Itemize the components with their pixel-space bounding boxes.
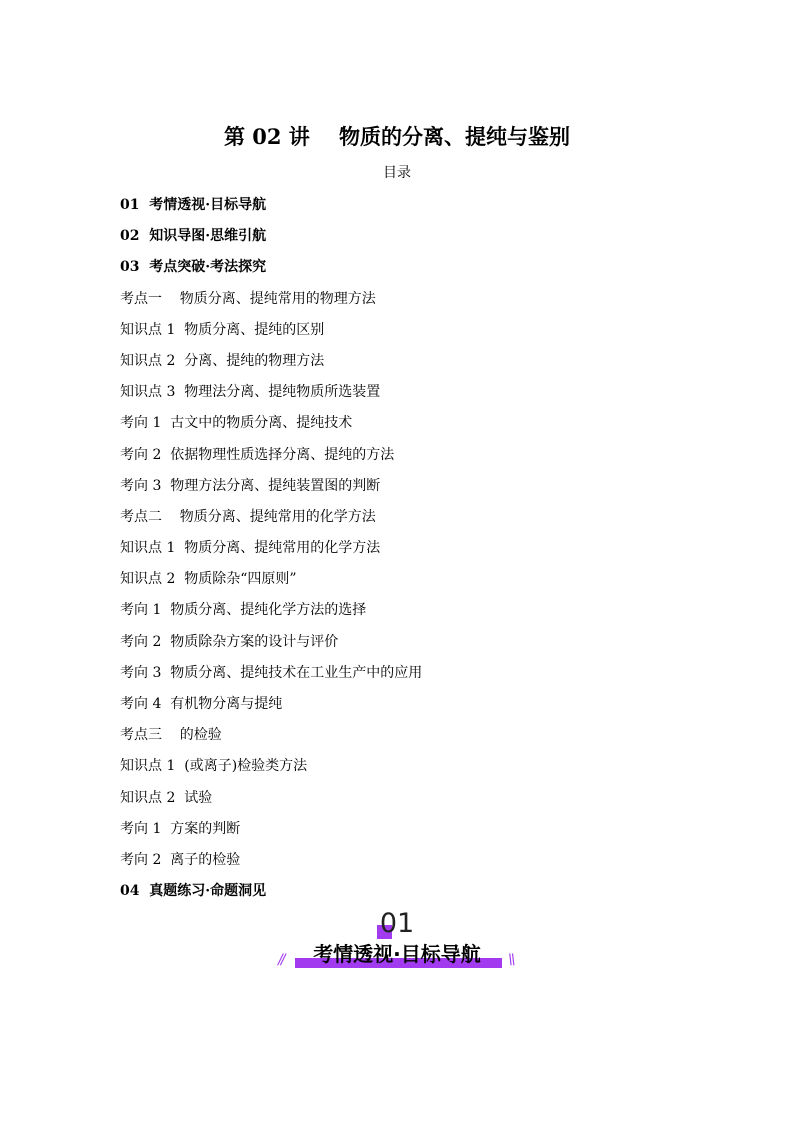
toc-item[interactable]: 04 真题练习·命题洞见 <box>120 883 267 900</box>
toc-item[interactable]: 知识点 2 物质除杂“四原则” <box>120 571 297 588</box>
toc-item[interactable]: 01 考情透视·目标导航 <box>120 197 267 213</box>
toc-item[interactable]: 知识点 1 物质分离、提纯常用的化学方法 <box>120 540 381 557</box>
slash-decoration-right: \\ <box>508 952 514 968</box>
toc-item[interactable]: 考向 3 物质分离、提纯技术在工业生产中的应用 <box>120 664 423 681</box>
toc-item[interactable]: 知识点 2 试验 <box>120 789 213 806</box>
slash-decoration-left: // <box>278 952 284 968</box>
toc-heading: 目录 <box>383 165 411 181</box>
toc-item[interactable]: 考向 2 依据物理性质选择分离、提纯的方法 <box>120 446 395 463</box>
toc-item[interactable]: 考向 4 有机物分离与提纯 <box>120 696 283 712</box>
toc-item[interactable]: 02 知识导图·思维引航 <box>120 228 267 245</box>
page-title: 第 02 讲 物质的分离、提纯与鉴别 <box>223 124 571 149</box>
toc-item[interactable]: 知识点 2 分离、提纯的物理方法 <box>120 352 325 369</box>
toc-item[interactable]: 考点二 物质分离、提纯常用的化学方法 <box>120 508 376 525</box>
section-label: 考情透视·目标导航 <box>313 942 481 966</box>
toc-item[interactable]: 考向 1 物质分离、提纯化学方法的选择 <box>120 602 367 619</box>
toc-item[interactable]: 考向 2 离子的检验 <box>120 851 241 868</box>
toc-item[interactable]: 知识点 3 物理法分离、提纯物质所选装置 <box>120 384 381 401</box>
toc-item[interactable]: 03 考点突破·考法探究 <box>120 259 267 276</box>
toc-item[interactable]: 考向 1 古文中的物质分离、提纯技术 <box>120 415 353 432</box>
toc-item[interactable]: 考向 1 方案的判断 <box>120 820 241 837</box>
section-banner <box>277 908 517 974</box>
toc-item[interactable]: 考向 3 物理方法分离、提纯装置图的判断 <box>120 477 381 494</box>
toc-item[interactable]: 考点一 物质分离、提纯常用的物理方法 <box>120 290 376 307</box>
section-number: 01 <box>379 908 415 939</box>
table-of-contents <box>120 194 422 911</box>
toc-item[interactable]: 知识点 1 (或离子)检验类方法 <box>120 758 308 775</box>
toc-item[interactable]: 知识点 1 物质分离、提纯的区别 <box>120 321 325 338</box>
toc-item[interactable]: 考向 2 物质除杂方案的设计与评价 <box>120 633 339 650</box>
toc-item[interactable]: 考点三 的检验 <box>120 727 222 744</box>
